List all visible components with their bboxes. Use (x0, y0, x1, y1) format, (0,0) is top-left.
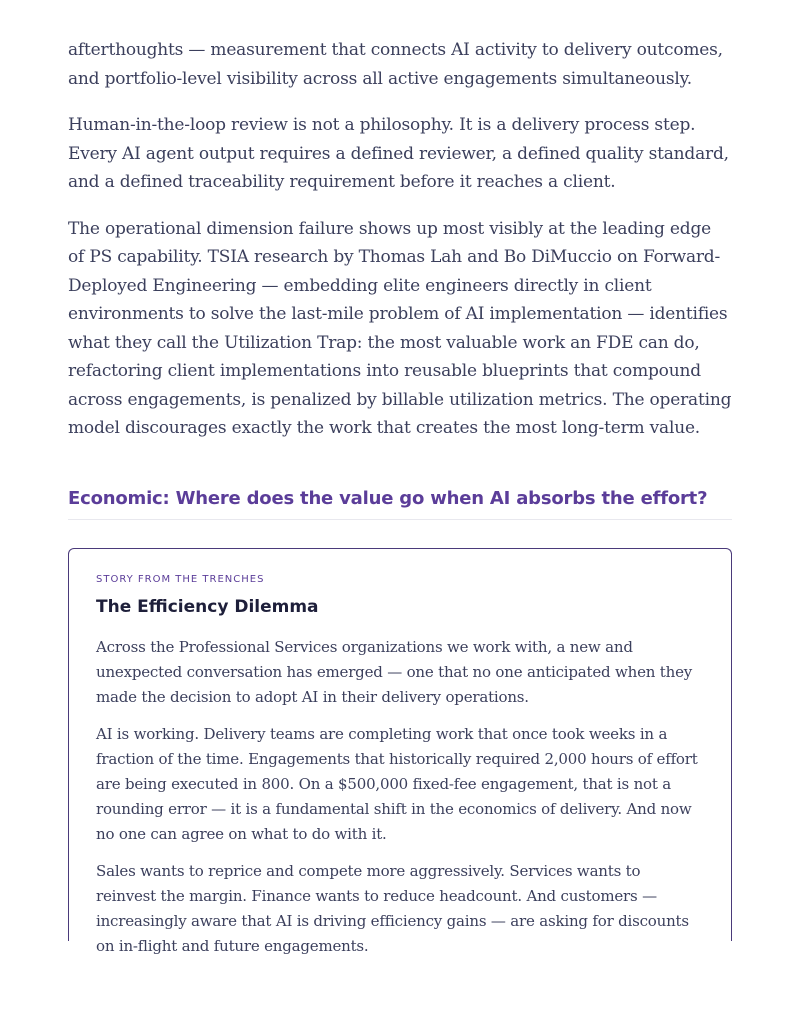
story-callout-box (68, 548, 732, 955)
story-paragraph: AI is working. Delivery teams are completing work that once took weeks in a fraction of the time. Engagements that historically required 2,000 hours of effort are being executed in 800. On a $500,000 fixed-fee engagement, that is not a rounding error — it is a fundamental shift in the economics of delivery. And now no one can agree on what to do with it. (96, 724, 698, 843)
article-content (68, 36, 732, 955)
article-paragraph: afterthoughts — measurement that connects AI activity to delivery outcomes, and portfolio-level visibility across all active engagements simultaneously. (68, 40, 723, 89)
story-paragraph: Sales wants to reprice and compete more aggressively. Services wants to reinvest the margin. Finance wants to reduce headcount. And customers — increasingly aware that AI is driving efficiency gains — are asking for discounts on in-flight and future engagements. (96, 861, 689, 955)
article-paragraph: The operational dimension failure shows up most visibly at the leading edge of PS capability. TSIA research by Thomas Lah and Bo DiMuccio on Forward-Deployed Engineering — embedding elite engineers directly in client environments to solve the last-mile problem of AI implementation — identifies what they call the Utilization Trap: the most valuable work an FDE can do, refactoring client implementations into reusable blueprints that compound across engagements, is penalized by billable utilization metrics. The operating model discourages exactly the work that creates the most long-term value. (68, 218, 732, 438)
section-heading: Economic: Where does the value go when AI absorbs the effort? (68, 488, 732, 520)
story-eyebrow-label: STORY FROM THE TRENCHES (96, 573, 265, 585)
article-paragraph: Human-in-the-loop review is not a philosophy. It is a delivery process step. Every AI agent output requires a defined reviewer, a defined quality standard, and a defined traceability requirement before it reaches a client. (68, 115, 729, 192)
story-paragraph: Across the Professional Services organizations we work with, a new and unexpected conversation has emerged — one that no one anticipated when they made the decision to adopt AI in their delivery operations. (96, 637, 693, 706)
story-title: The Efficiency Dilemma (96, 596, 319, 617)
